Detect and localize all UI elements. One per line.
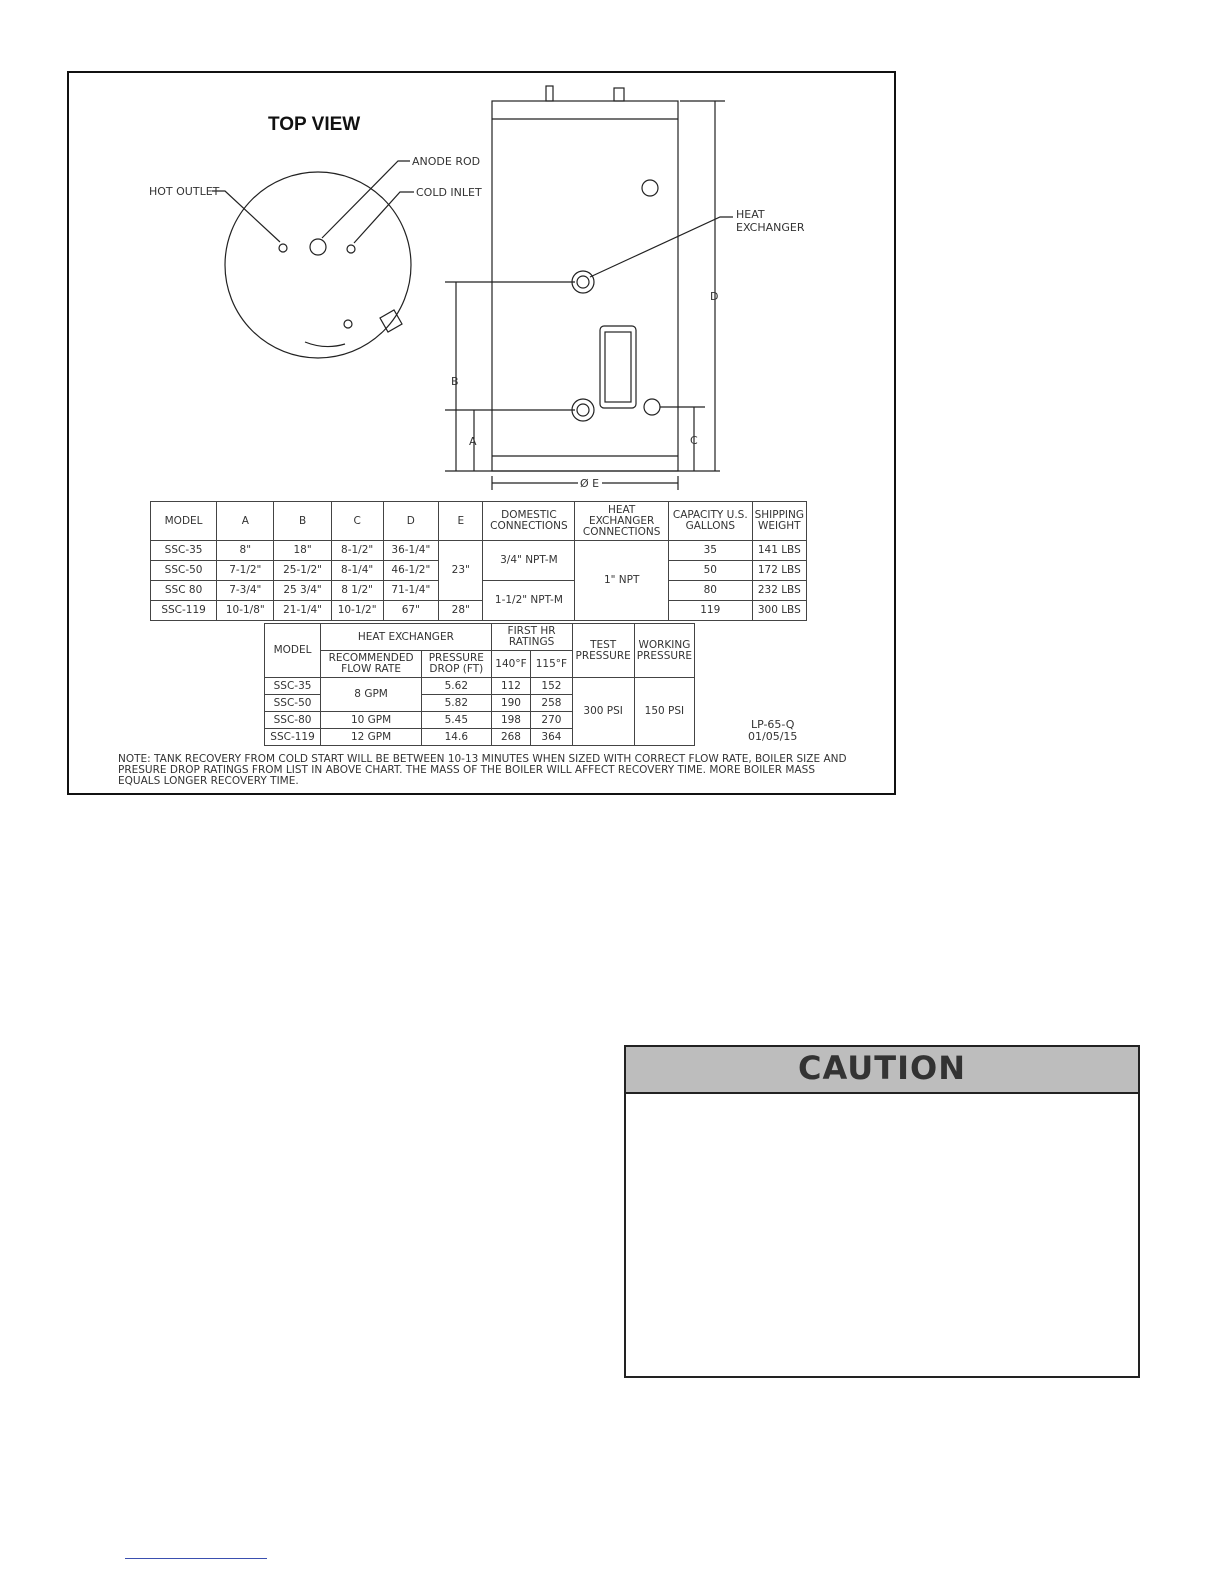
drawing-date: 01/05/15 [748,730,798,743]
table-cell: 364 [531,729,572,746]
table-cell: 268 [491,729,531,746]
table-cell: 14.6 [422,729,492,746]
caution-heading: CAUTION [626,1047,1138,1094]
table-cell: 25-1/2" [274,561,331,581]
table-cell: 80 [668,581,752,601]
table-cell: 119 [668,601,752,621]
table-header: C [331,502,383,541]
table-cell: 5.62 [422,678,492,695]
table-header: B [274,502,331,541]
table-header: SHIPPING WEIGHT [752,502,806,541]
caution-box [624,1045,1140,1378]
table-cell: 198 [491,712,531,729]
table-cell: 300 LBS [752,601,806,621]
table-row [265,678,695,695]
table-cell: 23" [439,541,483,601]
dim-e-label: Ø E [580,477,600,490]
table-cell: 18" [274,541,331,561]
table-cell: 141 LBS [752,541,806,561]
table-cell: PRESSURE DROP (FT) [422,651,492,678]
dim-a-label: A [469,435,477,448]
cold-inlet-label: COLD INLET [416,186,482,199]
anode-rod-port [310,239,326,255]
table-cell: 8-1/4" [331,561,383,581]
dim-b-label: B [451,375,459,388]
table-cell: SSC-119 [151,601,217,621]
anode-rod-label: ANODE ROD [412,155,481,168]
hot-outlet-label: HOT OUTLET [149,185,220,198]
table-cell: 190 [491,695,531,712]
table-cell: 25 3/4" [274,581,331,601]
table-cell: 300 PSI [572,678,634,746]
table-cell: MODEL [265,624,321,678]
heat-exchanger-label-2: EXCHANGER [736,221,805,234]
table-cell: 1-1/2" NPT-M [483,581,575,621]
recovery-note: NOTE: TANK RECOVERY FROM COLD START WILL BE BETWEEN 10-13 MINUTES WHEN SIZED WITH CORRECT FLOW RATE, BOILER SIZE AND PRESURE DROP RATINGS FROM LIST IN ABOVE CHART. THE MASS OF THE BOILER WILL AFFECT RECOVERY TIME. MORE BOILER MASS EQUALS LONGER RECOVERY TIME. [118,753,847,787]
table-cell: 1" NPT [575,541,669,621]
table-cell: SSC-80 [265,712,321,729]
table-cell: 28" [439,601,483,621]
table-cell: 5.82 [422,695,492,712]
table-cell: 232 LBS [752,581,806,601]
valve-fitting [380,310,402,332]
table-cell: TEST PRESSURE [572,624,634,678]
table-cell: 35 [668,541,752,561]
cold-inlet-port [347,245,355,253]
table-cell: HEAT EXCHANGER [321,624,491,651]
table-cell: 71-1/4" [383,581,438,601]
table-header: MODEL [151,502,217,541]
dimensions-table [150,501,807,621]
table-row [151,601,807,621]
drawing-number: LP-65-Q [750,718,795,731]
drain-port [344,320,352,328]
table-cell: SSC-50 [265,695,321,712]
table-cell: 258 [531,695,572,712]
table-cell: SSC-50 [151,561,217,581]
drawing-reference [748,719,797,743]
table-header: E [439,502,483,541]
table-header: DOMESTIC CONNECTIONS [483,502,575,541]
table-cell: 50 [668,561,752,581]
table-cell: 8 GPM [321,678,422,712]
table-header: HEAT EXCHANGER CONNECTIONS [575,502,669,541]
table-cell: 10 GPM [321,712,422,729]
table-cell: SSC-35 [151,541,217,561]
table-cell: 112 [491,678,531,695]
footer-link-underline [125,1558,267,1559]
table-header: A [217,502,274,541]
table-cell: 172 LBS [752,561,806,581]
top-view-title: TOP VIEW [268,114,361,135]
table-cell: 10-1/2" [331,601,383,621]
table-cell: SSC 80 [151,581,217,601]
table-cell: RECOMMENDED FLOW RATE [321,651,422,678]
table-cell: 8-1/2" [331,541,383,561]
table-cell: 150 PSI [634,678,694,746]
table-cell: 140°F [491,651,531,678]
table-cell: 8 1/2" [331,581,383,601]
table-cell: 3/4" NPT-M [483,541,575,581]
dim-d-label: D [710,290,719,303]
table-cell: 5.45 [422,712,492,729]
heat-exchanger-table [264,623,695,746]
table-cell: 8" [217,541,274,561]
table-cell: 7-3/4" [217,581,274,601]
table-cell: 115°F [531,651,572,678]
table-cell: 152 [531,678,572,695]
table-header: CAPACITY U.S. GALLONS [668,502,752,541]
table-cell: 270 [531,712,572,729]
table-row [151,541,807,561]
table-cell: 21-1/4" [274,601,331,621]
table-cell: WORKING PRESSURE [634,624,694,678]
table-cell: 36-1/4" [383,541,438,561]
dim-c-label: C [690,434,698,447]
table-cell: 67" [383,601,438,621]
table-cell: 12 GPM [321,729,422,746]
table-header: D [383,502,438,541]
table-cell: 10-1/8" [217,601,274,621]
tank-top-circle [225,172,411,358]
table-cell: 7-1/2" [217,561,274,581]
table-cell: 46-1/2" [383,561,438,581]
table-cell: SSC-119 [265,729,321,746]
table-cell: SSC-35 [265,678,321,695]
hot-outlet-port [279,244,287,252]
table-cell: FIRST HR RATINGS [491,624,572,651]
heat-exchanger-label-1: HEAT [736,208,765,221]
